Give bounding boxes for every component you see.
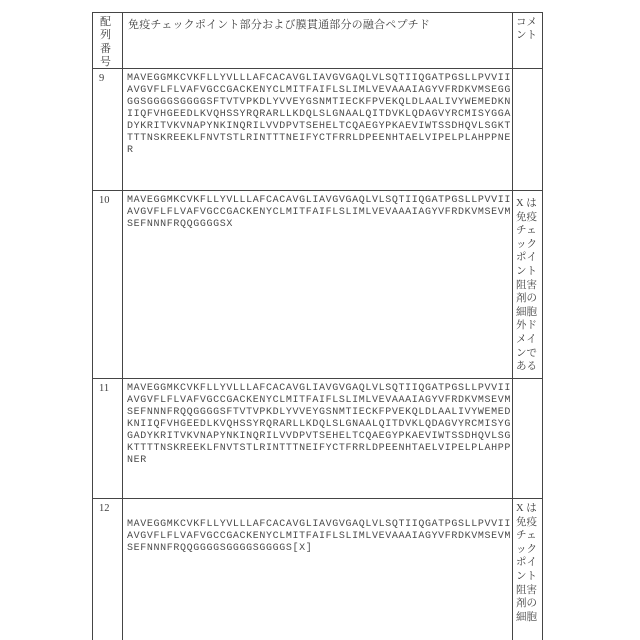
sequence-text-12: MAVEGGMKCVKFLLYVLLLAFCACAVGLIAVGVGAQLVLSQTIIQGATPGSLLPVVII AVGVFLFLVAFVGCCGACKENYCLMITFAIFLSLIMLVEVAAAIAGYVFRDKVMSEVM SEFNNNFRQQGGGGSGGGGSGGGGS[X] — [123, 499, 513, 640]
table-row-seq-11 — [93, 379, 542, 499]
header-sequence-number: 配 列 番 号 — [93, 13, 123, 68]
table-header-row — [93, 13, 542, 69]
sequence-table — [92, 12, 543, 640]
sequence-text-10: MAVEGGMKCVKFLLYVLLLAFCACAVGLIAVGVGAQLVLSQTIIQGATPGSLLPVVII AVGVFLFLVAFVGCCGACKENYCLMITFAIFLSLIMLVEVAAAIAGYVFRDKVMSEVM SEFNNNFRQQGGGGSX — [123, 191, 513, 378]
header-fusion-peptide: 免疫チェックポイント部分および膜貫通部分の融合ペプチド — [123, 13, 513, 68]
sequence-number-11: 11 — [93, 379, 123, 498]
sequence-number-12: 12 — [93, 499, 123, 640]
sequence-number-9: 9 — [93, 69, 123, 190]
comment-10: X は 免疫 チェ ック ポイ ント 阻害 剤の 細胞 外ド メイ ンで ある — [516, 198, 537, 373]
comment-9 — [513, 69, 542, 190]
comment-12: X は 免疫 チェ ック ポイ ント 阻害 剤の 細胞 — [516, 503, 537, 623]
table-row-seq-10 — [93, 191, 542, 379]
table-row-seq-12 — [93, 499, 542, 640]
sequence-text-9: MAVEGGMKCVKFLLYVLLLAFCACAVGLIAVGVGAQLVLSQTIIQGATPGSLLPVVII AVGVFLFLVAFVGCCGACKENYCLMITFAIFLSLIMLVEVAAAIAGYVFRDKVMSEGG GGSGGGGSGGGGSFTVTVPKDLYVVEYGSNMTIECKFPVEKQLDLAALIVYWEMEDKN IIQFVHGEEDLKVQHSSYRQRARLLKDQLSLGNAALQITDVKLQDAGVYRCMISYGGA DYKRITVKVNAPYNKINQRILVVDPVTSEHELTCQAEGYPKAEVIWTSSDHQVLSGKT TTTNSKREEKLFNVTSTLRINTTTNEIFYCTFRRLDPEENHTAELVIPELPLAHPPNE R — [123, 69, 513, 190]
sequence-text-11: MAVEGGMKCVKFLLYVLLLAFCACAVGLIAVGVGAQLVLSQTIIQGATPGSLLPVVII AVGVFLFLVAFVGCCGACKENYCLMITFAIFLSLIMLVEVAAAIAGYVFRDKVMSEVM SEFNNNFRQQGGGGSFTVTVPKDLYVVEYGSNMTIECKFPVEKQLDLAALIVYWEMED KNIIQFVHGEEDLKVQHSSYRQRARLLKDQLSLGNAALQITDVKLQDAGVYRCMISYG GADYKRITVKVNAPYNKINQRILVVDPVTSEHELTCQAEGYPKAEVIWTSSDHQVLSG KTTTTNSKREEKLFNVTSTLRINTTTNEIFYCTFRRLDPEENHTAELVIPELPLAHPP NER — [123, 379, 513, 498]
comment-11 — [513, 379, 542, 498]
header-comment: コメ ント — [516, 17, 537, 42]
table-row-seq-9 — [93, 69, 542, 191]
sequence-number-10: 10 — [93, 191, 123, 378]
